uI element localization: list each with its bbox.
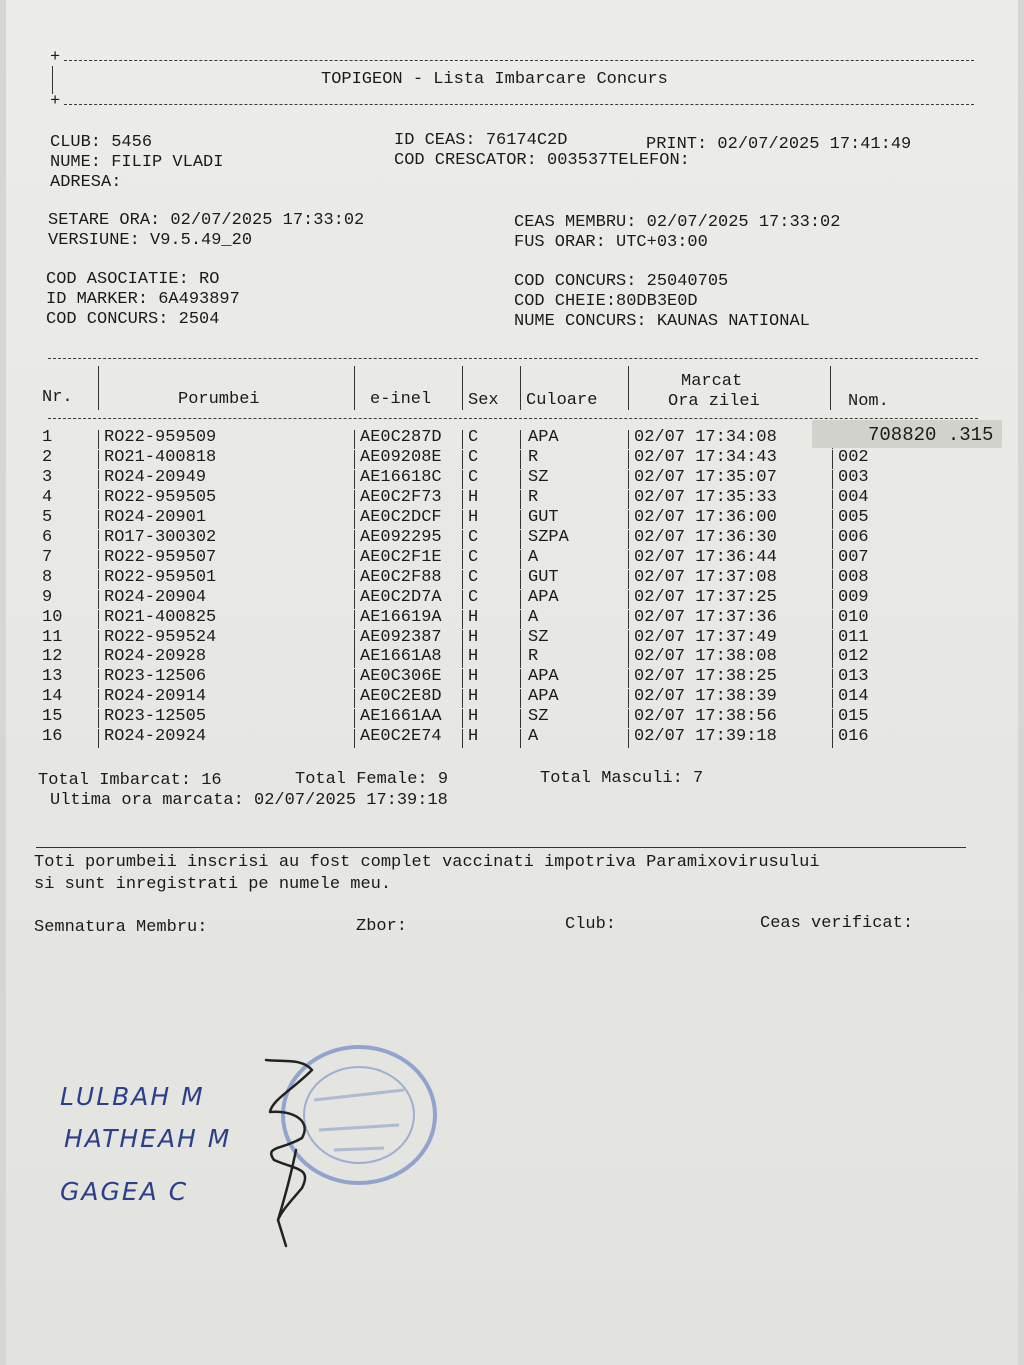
header-sex: Sex (468, 391, 499, 410)
cell-marked-time: 02/07 17:38:39 (634, 687, 777, 707)
table-header-divider (48, 418, 978, 419)
cell-pigeon-ring: RO17-300302 (104, 527, 217, 547)
col-separator (462, 630, 463, 649)
box-corner: + (50, 48, 61, 67)
col-separator (520, 450, 521, 469)
col-separator (520, 729, 521, 748)
timezone: FUS ORAR: UTC+03:00 (514, 233, 708, 252)
col-separator (462, 590, 463, 609)
col-separator (462, 570, 463, 589)
cell-ering: AE16618C (360, 467, 442, 487)
cell-sex: H (468, 507, 479, 527)
version: VERSIUNE: V9.5.49_20 (48, 231, 253, 250)
col-separator (628, 649, 629, 668)
cell-nr: 8 (42, 567, 53, 587)
col-separator (628, 669, 629, 688)
cell-sex: H (468, 687, 479, 707)
col-separator (628, 729, 629, 748)
col-separator (520, 490, 521, 509)
cell-marked-time: 02/07 17:34:08 (634, 428, 777, 447)
col-separator (98, 430, 99, 449)
cell-sex: H (468, 487, 479, 507)
col-separator (628, 450, 629, 469)
col-separator (832, 729, 833, 748)
col-separator (462, 610, 463, 629)
cell-pigeon-ring: RO22-959507 (104, 547, 217, 567)
declaration-line-2: si sunt inregistrati pe numele meu. (34, 875, 392, 894)
cell-ering: AE16619A (360, 607, 442, 627)
col-separator (628, 510, 629, 529)
col-separator (520, 530, 521, 549)
cell-marked-time: 02/07 17:37:49 (634, 627, 777, 647)
col-separator (354, 689, 355, 708)
cell-sex: C (468, 547, 479, 567)
cell-color: SZPA (528, 527, 569, 547)
col-separator (354, 430, 355, 449)
cell-sex: C (468, 567, 479, 587)
cell-pigeon-ring: RO24-20928 (104, 647, 207, 667)
col-separator (520, 570, 521, 589)
cell-nom: 011 (838, 627, 869, 647)
col-separator (462, 689, 463, 708)
cell-nr: 9 (42, 587, 53, 607)
cell-nom: 012 (838, 647, 869, 667)
col-separator (354, 610, 355, 629)
col-separator (628, 630, 629, 649)
cell-marked-time: 02/07 17:34:43 (634, 447, 777, 467)
col-separator (98, 610, 99, 629)
cell-nom: 013 (838, 667, 869, 687)
col-separator (354, 450, 355, 469)
cell-marked-time: 02/07 17:36:30 (634, 527, 777, 547)
breeder-code: COD CRESCATOR: 003537TELEFON: (394, 151, 690, 170)
cell-nom: 004 (838, 487, 869, 507)
cell-nom: 009 (838, 587, 869, 607)
col-separator (832, 630, 833, 649)
cell-ering: AE1661AA (360, 707, 442, 727)
clock-verified-label: Ceas verificat: (760, 914, 914, 933)
cell-ering: AE0C2D7A (360, 587, 442, 607)
marker-id: ID MARKER: 6A493897 (46, 290, 240, 309)
cell-pigeon-ring: RO23-12505 (104, 707, 207, 727)
cell-ering: AE0C306E (360, 667, 442, 687)
cell-sex: C (468, 527, 479, 547)
col-separator (520, 649, 521, 668)
race-code-full: COD CONCURS: 25040705 (514, 272, 729, 291)
cell-nr: 2 (42, 447, 53, 467)
col-separator (354, 590, 355, 609)
col-separator (462, 430, 463, 449)
cell-ering: AE092387 (360, 627, 442, 647)
col-separator (832, 709, 833, 728)
declaration-divider (36, 847, 966, 848)
col-separator (354, 630, 355, 649)
cell-color: A (528, 607, 539, 627)
col-separator (520, 709, 521, 728)
col-separator (462, 490, 463, 509)
col-separator (628, 610, 629, 629)
col-separator (628, 490, 629, 509)
col-separator (628, 709, 629, 728)
col-separator (354, 490, 355, 509)
key-code: COD CHEIE:80DB3E0D (514, 292, 698, 311)
cell-color: APA (528, 667, 559, 687)
handwritten-name-3: GAGEA C (60, 1177, 189, 1206)
col-separator (98, 490, 99, 509)
col-separator (354, 729, 355, 748)
cell-color: SZ (528, 627, 549, 647)
col-separator (98, 630, 99, 649)
col-separator (520, 630, 521, 649)
col-separator (462, 530, 463, 549)
col-separator (520, 610, 521, 629)
header-nr: Nr. (42, 388, 73, 407)
cell-nr: 7 (42, 547, 53, 567)
cell-color: SZ (528, 707, 549, 727)
cell-ering: AE0C2E8D (360, 687, 442, 707)
col-separator (98, 530, 99, 549)
col-separator (520, 669, 521, 688)
col-separator (832, 610, 833, 629)
declaration-line-1: Toti porumbeii inscrisi au fost complet vaccinati impotriva Paramixovirusului (34, 853, 820, 872)
col-separator (462, 450, 463, 469)
page-title: TOPIGEON - Lista Imbarcare Concurs (321, 70, 668, 89)
cell-nr: 5 (42, 507, 53, 527)
header-time-of-day: Ora zilei (668, 392, 760, 411)
col-separator (832, 649, 833, 668)
col-separator (832, 570, 833, 589)
cell-ering: AE1661A8 (360, 647, 442, 667)
cell-sex: H (468, 647, 479, 667)
cell-nr: 3 (42, 467, 53, 487)
col-separator (98, 689, 99, 708)
col-separator (98, 550, 99, 569)
col-separator (98, 709, 99, 728)
club-number: CLUB: 5456 (50, 133, 153, 152)
cell-pigeon-ring: RO24-20901 (104, 507, 207, 527)
col-separator (832, 470, 833, 489)
cell-nr: 13 (42, 667, 63, 687)
cell-color: GUT (528, 567, 559, 587)
cell-color: APA (528, 687, 559, 707)
col-separator (354, 550, 355, 569)
member-name: NUME: FILIP VLADI (50, 153, 224, 172)
cell-sex: H (468, 667, 479, 687)
col-separator (462, 470, 463, 489)
header-nom: Nom. (848, 392, 889, 411)
cell-pigeon-ring: RO23-12506 (104, 667, 207, 687)
col-separator (354, 470, 355, 489)
col-separator (832, 530, 833, 549)
cell-nr: 14 (42, 687, 63, 707)
cell-pigeon-ring: RO22-959524 (104, 627, 217, 647)
col-separator (354, 669, 355, 688)
cell-color: GUT (528, 507, 559, 527)
cell-nr: 12 (42, 647, 63, 667)
header-ering: e-inel (370, 390, 432, 409)
cell-sex: H (468, 627, 479, 647)
col-separator (628, 570, 629, 589)
col-separator (832, 450, 833, 469)
table-top-divider (48, 358, 978, 359)
col-separator (98, 450, 99, 469)
col-separator (98, 590, 99, 609)
cell-nom: 005 (838, 507, 869, 527)
cell-ering: AE0C2DCF (360, 507, 442, 527)
cell-pigeon-ring: RO21-400818 (104, 447, 217, 467)
cell-marked-time: 02/07 17:38:56 (634, 707, 777, 727)
cell-color: A (528, 727, 539, 747)
address: ADRESA: (50, 173, 122, 192)
col-separator (520, 550, 521, 569)
col-separator (832, 490, 833, 509)
cell-color: R (528, 487, 539, 507)
cell-marked-time: 02/07 17:37:08 (634, 567, 777, 587)
cell-nom: 007 (838, 547, 869, 567)
header-pigeons: Porumbei (178, 390, 260, 409)
flight-label: Zbor: (356, 917, 408, 936)
cell-sex: H (468, 607, 479, 627)
cell-color: SZ (528, 467, 549, 487)
cell-nr: 16 (42, 727, 63, 747)
cell-marked-time: 02/07 17:37:36 (634, 607, 777, 627)
time-setting: SETARE ORA: 02/07/2025 17:33:02 (48, 211, 365, 230)
col-separator (354, 570, 355, 589)
cell-ering: AE092295 (360, 527, 442, 547)
cell-nom: 015 (838, 707, 869, 727)
col-separator (832, 669, 833, 688)
print-datetime: PRINT: 02/07/2025 17:41:49 (646, 135, 912, 154)
cell-pigeon-ring: RO24-20924 (104, 727, 207, 747)
association-code: COD ASOCIATIE: RO (46, 270, 220, 289)
cell-color: R (528, 447, 539, 467)
cell-nom: 014 (838, 687, 869, 707)
col-separator (628, 550, 629, 569)
col-separator (832, 550, 833, 569)
header-color: Culoare (526, 391, 598, 410)
cell-pigeon-ring: RO22-959505 (104, 487, 217, 507)
col-separator (628, 470, 629, 489)
col-separator (354, 366, 355, 410)
cell-color: APA (528, 428, 559, 447)
cell-pigeon-ring: RO22-959509 (104, 428, 217, 447)
col-separator (462, 729, 463, 748)
col-separator (462, 510, 463, 529)
col-separator (628, 689, 629, 708)
col-separator (462, 669, 463, 688)
cell-nr: 15 (42, 707, 63, 727)
cell-ering: AE0C2F1E (360, 547, 442, 567)
col-separator (98, 510, 99, 529)
cell-pigeon-ring: RO24-20904 (104, 587, 207, 607)
handwritten-signature (252, 1050, 342, 1250)
club-label: Club: (565, 915, 617, 934)
cell-marked-time: 02/07 17:35:33 (634, 487, 777, 507)
total-embarked: Total Imbarcat: 16 (38, 771, 222, 790)
col-separator (462, 649, 463, 668)
col-separator (832, 689, 833, 708)
race-name: NUME CONCURS: KAUNAS NATIONAL (514, 312, 810, 331)
cell-sex: C (468, 467, 479, 487)
cell-ering: AE0C2E74 (360, 727, 442, 747)
col-separator (832, 590, 833, 609)
cell-nom: 008 (838, 567, 869, 587)
col-separator (462, 550, 463, 569)
cell-marked-time: 02/07 17:37:25 (634, 587, 777, 607)
col-separator (98, 729, 99, 748)
clock-id: ID CEAS: 76174C2D (394, 131, 568, 150)
cell-marked-time: 02/07 17:36:00 (634, 507, 777, 527)
cell-sex: H (468, 707, 479, 727)
total-male: Total Masculi: 7 (540, 769, 704, 788)
col-separator (354, 709, 355, 728)
cell-sex: H (468, 727, 479, 747)
col-separator (98, 470, 99, 489)
col-separator (354, 649, 355, 668)
col-separator (98, 669, 99, 688)
member-clock: CEAS MEMBRU: 02/07/2025 17:33:02 (514, 213, 841, 232)
cell-ering: AE09208E (360, 447, 442, 467)
cell-pigeon-ring: RO22-959501 (104, 567, 217, 587)
col-separator (354, 510, 355, 529)
title-bottom-divider (64, 104, 974, 105)
cell-marked-time: 02/07 17:39:18 (634, 727, 777, 747)
printed-sheet (6, 0, 1018, 1365)
cell-nom: 016 (838, 727, 869, 747)
cell-pigeon-ring: RO21-400825 (104, 607, 217, 627)
cell-sex: C (468, 428, 479, 447)
cell-sex: C (468, 447, 479, 467)
cell-ering: AE0C287D (360, 428, 442, 447)
col-separator (98, 570, 99, 589)
col-separator (98, 649, 99, 668)
title-left-edge (52, 66, 53, 94)
col-separator (98, 366, 99, 410)
cell-marked-time: 02/07 17:38:08 (634, 647, 777, 667)
col-separator (520, 430, 521, 449)
cell-nom: 006 (838, 527, 869, 547)
header-marked: Marcat (681, 372, 743, 391)
cell-nom: 002 (838, 447, 869, 467)
cell-marked-time: 02/07 17:38:25 (634, 667, 777, 687)
last-marked-time: Ultima ora marcata: 02/07/2025 17:39:18 (50, 791, 448, 810)
col-separator (628, 430, 629, 449)
cell-nr: 4 (42, 487, 53, 507)
col-separator (462, 709, 463, 728)
cell-pigeon-ring: RO24-20949 (104, 467, 207, 487)
member-signature-label: Semnatura Membru: (34, 918, 208, 937)
col-separator (520, 590, 521, 609)
col-separator (520, 470, 521, 489)
col-separator (830, 366, 831, 410)
title-top-divider (64, 60, 974, 61)
cell-marked-time: 02/07 17:35:07 (634, 467, 777, 487)
col-separator (520, 689, 521, 708)
cell-color: R (528, 647, 539, 667)
cell-nr: 11 (42, 627, 63, 647)
cell-ering: AE0C2F73 (360, 487, 442, 507)
cell-nom: 010 (838, 607, 869, 627)
cell-ering: AE0C2F88 (360, 567, 442, 587)
col-separator (520, 366, 521, 410)
race-code: COD CONCURS: 2504 (46, 310, 220, 329)
handwritten-name-1: LULBAH M (60, 1082, 205, 1111)
cell-nr: 1 (42, 428, 53, 447)
cell-color: APA (528, 587, 559, 607)
cell-nr: 10 (42, 607, 63, 627)
handwritten-name-2: HATHEAH M (64, 1124, 232, 1153)
cell-nr: 6 (42, 527, 53, 547)
col-separator (520, 510, 521, 529)
col-separator (462, 366, 463, 410)
col-separator (628, 590, 629, 609)
cell-sex: C (468, 587, 479, 607)
col-separator (628, 366, 629, 410)
cell-color: A (528, 547, 539, 567)
total-female: Total Female: 9 (295, 770, 449, 789)
cell-pigeon-ring: RO24-20914 (104, 687, 207, 707)
cell-nom: 003 (838, 467, 869, 487)
col-separator (628, 530, 629, 549)
col-separator (354, 530, 355, 549)
box-corner: + (50, 92, 61, 111)
col-separator (832, 510, 833, 529)
nom-correction: 708820 .315 (868, 424, 994, 446)
cell-marked-time: 02/07 17:36:44 (634, 547, 777, 567)
